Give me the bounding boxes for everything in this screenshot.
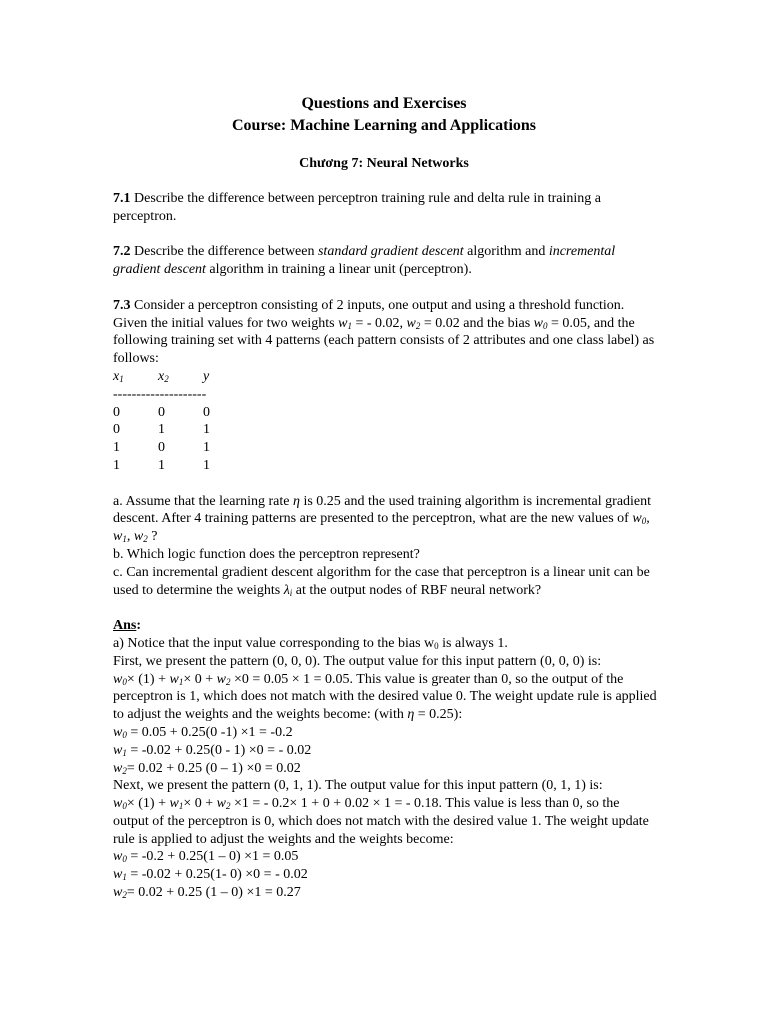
answer-line: a) Notice that the input value corresponding to the bias $w_0$ is always 1. bbox=[113, 635, 508, 651]
document-title: Questions and Exercises bbox=[301, 95, 467, 112]
question-7-2: 7.2 Describe the difference between standard gradient descent algorithm and incremental gradient descent algorithm in training a linear unit (perceptron). bbox=[113, 244, 616, 278]
weight-update-line: $w_2= 0.02 + 0.25$ (1 – 0) ×1 = 0.27 bbox=[113, 885, 301, 901]
weight-update-line: $w_0 = -0.2 + 0.25(1 - 0) \times 1 = 0.05$ bbox=[113, 849, 299, 865]
weight-update-line: $w_0 = 0.05 + 0.25(0$ -1) ×1 = -0.2 bbox=[113, 724, 293, 740]
answer-heading: Ans: bbox=[113, 618, 142, 634]
chapter-title: Chương 7: Neural Networks bbox=[299, 156, 469, 171]
question-number: 7.2 bbox=[113, 244, 131, 260]
document-body bbox=[113, 190, 658, 902]
column-header-y: y bbox=[203, 368, 210, 384]
sub-question-c: c. Can incremental gradient descent algorithm for the case that perceptron is a linear unit can be used to determine the weights $\lambda_i$ at the output nodes of RBF neural network? bbox=[113, 564, 650, 598]
question-number: 7.1 bbox=[113, 191, 131, 206]
question-7-3: 7.3 Consider a perceptron consisting of 2 inputs, one output and using a threshold function. Given the initial values for two weights $w_1$ = - 0.02, $w_2 = 0.02$ and the bias $w_0 = 0.05$, and the following training set with 4 patterns (each pattern consists of 2 attributes and one class label) as follows: bbox=[113, 297, 655, 367]
weight-update-line: $w_1 = -0.02 + 0.25(1-$ 0) ×0 = - 0.02 bbox=[113, 867, 308, 883]
answer-line: First, we present the pattern (0, 0, 0). The output value for this input pattern (0, 0, 0) is: bbox=[113, 653, 602, 669]
course-title: Course: Machine Learning and Applications bbox=[231, 117, 537, 134]
table-row: 1 0 1 bbox=[113, 440, 210, 456]
table-header bbox=[113, 368, 658, 386]
weight-update-line: $w_1 = -0.02 + 0.25(0 - 1) \times 0$ = - 0.02 bbox=[113, 742, 312, 758]
eta-symbol: η bbox=[293, 493, 300, 509]
training-set-table bbox=[113, 368, 658, 475]
lambda-symbol: λ bbox=[283, 582, 290, 598]
question-number: 7.3 bbox=[113, 297, 131, 313]
answer-paragraph: $w_0\times (1) + w_1\times 0 + w_2 \times 1$ = - 0.2× 1 + 0 + 0.02 × 1 = - 0.18. This value is less than 0, so the output of the perceptron is 0, which does not match with the desired value 1. The weight update rule is applied to adjust the weights and the weights become: bbox=[113, 796, 649, 847]
table-rule: -------------------- bbox=[113, 386, 207, 402]
table-row: 0 1 1 bbox=[113, 422, 210, 438]
answer-paragraph: $w_0\times (1) + w_1\times 0 + w_2 \times 0 = 0.05 \times 1 = 0.05$. This value is greater than 0, so the output of the perceptron is 1, which does not match with the desired value 0. The weight update rule is applied to adjust the weights and the weights become: (with η = 0.25): bbox=[113, 671, 657, 723]
question-7-1: 7.1 Describe the difference between perceptron training rule and delta rule in training a perceptron. bbox=[113, 191, 601, 224]
weight-update-line: $w_2= 0.02 + 0.25$ (0 – 1) ×0 = 0.02 bbox=[113, 760, 301, 776]
sub-question-b: b. Which logic function does the perceptron represent? bbox=[113, 546, 420, 562]
column-header-x2: $x_2$ bbox=[158, 368, 169, 384]
sub-question-a: a. Assume that the learning rate η is 0.25 and the used training algorithm is incremental gradient descent. After 4 training patterns are presented to the perceptron, what are the new values of $w_0$, $w_1$, $w_2$ ? bbox=[113, 493, 652, 545]
column-header-x1: $x_1$ bbox=[113, 368, 124, 384]
answer-line: Next, we present the pattern (0, 1, 1). The output value for this input pattern (0, 1, 1) is: bbox=[113, 778, 603, 794]
table-row: 0 0 0 bbox=[113, 404, 210, 420]
table-row: 1 1 1 bbox=[113, 457, 210, 473]
